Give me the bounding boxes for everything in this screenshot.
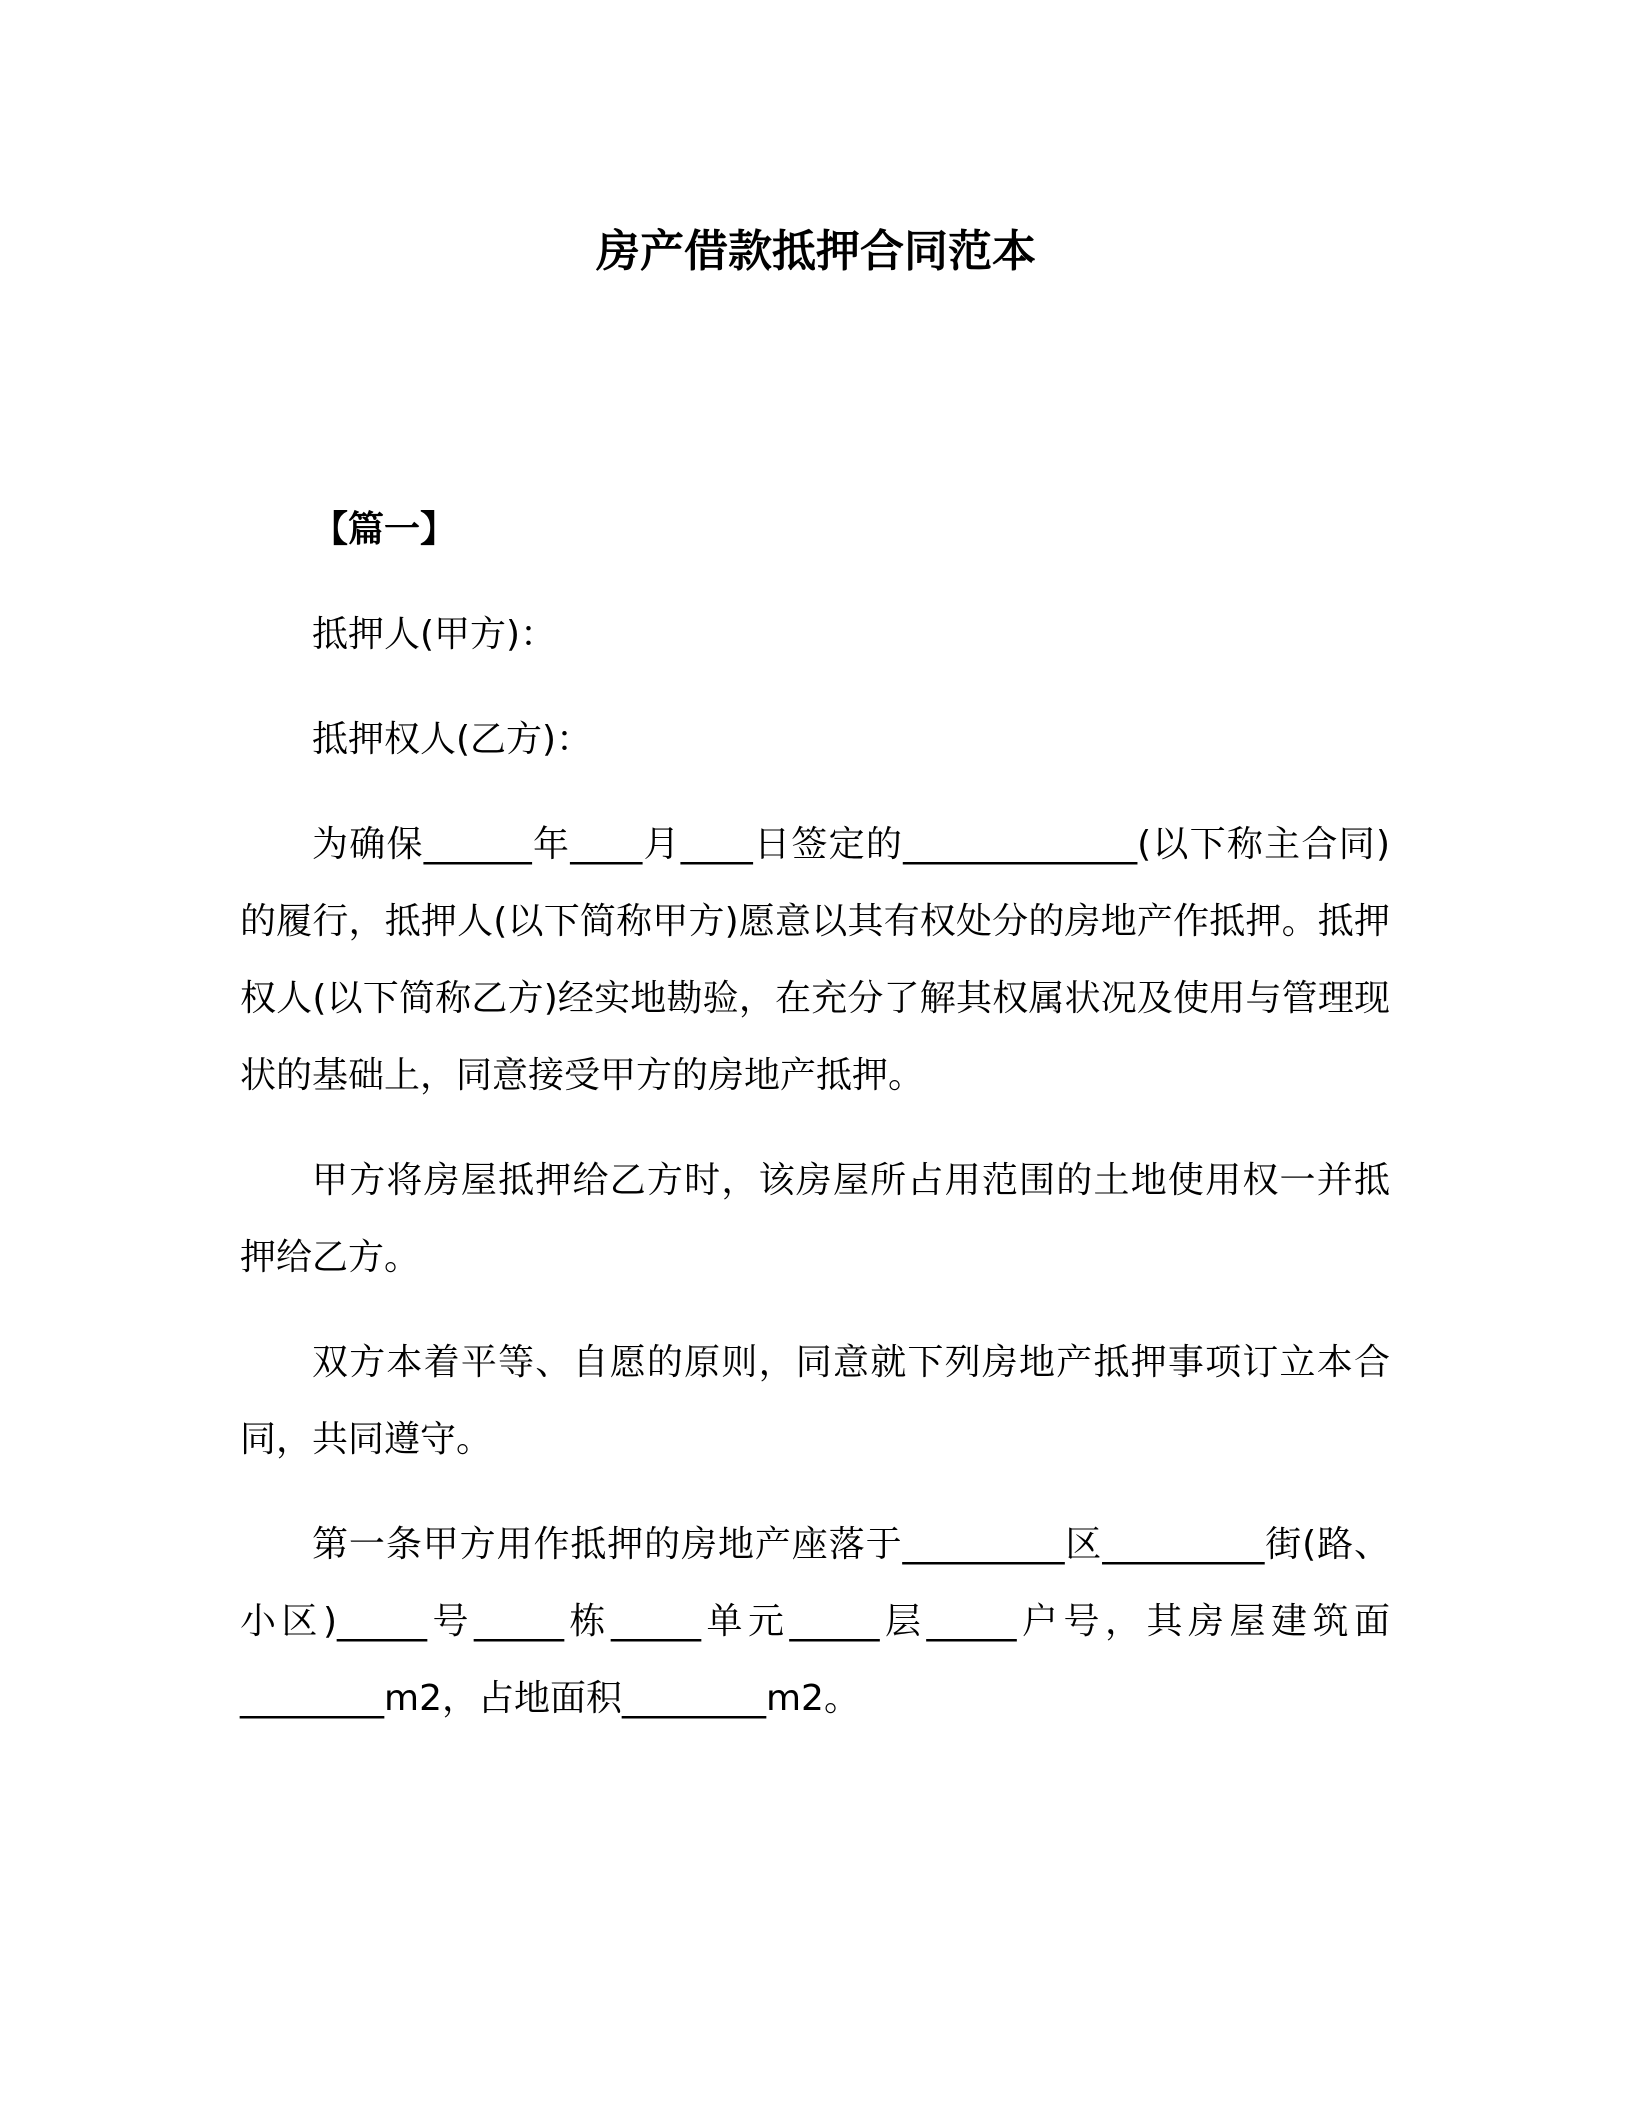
land-use-paragraph: 甲方将房屋抵押给乙方时，该房屋所占用范围的土地使用权一并抵押给乙方。: [240, 1160, 1390, 1278]
document-body: [240, 491, 1390, 1765]
document-title: 房产借款抵押合同范本: [596, 226, 1036, 277]
purpose-paragraph: 为确保______年____月____日签定的_____________(以下称主合同)的履行，抵押人(以下简称甲方)愿意以其有权处分的房地产作抵押。抵押权人(以下简称乙方)经实地勘验，在充分了解其权属状况及使用与管理现状的基础上，同意接受甲方的房地产抵押。: [240, 824, 1390, 1096]
section-heading: 【篇一】: [312, 509, 457, 550]
principle-paragraph: 双方本着平等、自愿的原则，同意就下列房地产抵押事项订立本合同，共同遵守。: [240, 1342, 1390, 1460]
mortgagor-line: 抵押人(甲方)：: [312, 614, 557, 655]
mortgagee-line: 抵押权人(乙方)：: [312, 719, 593, 760]
article-one-paragraph: 第一条甲方用作抵押的房地产座落于_________区_________街(路、小区)_____号_____栋_____单元_____层_____户号，其房屋建筑面________m2，占地面积________m2。: [240, 1524, 1390, 1719]
